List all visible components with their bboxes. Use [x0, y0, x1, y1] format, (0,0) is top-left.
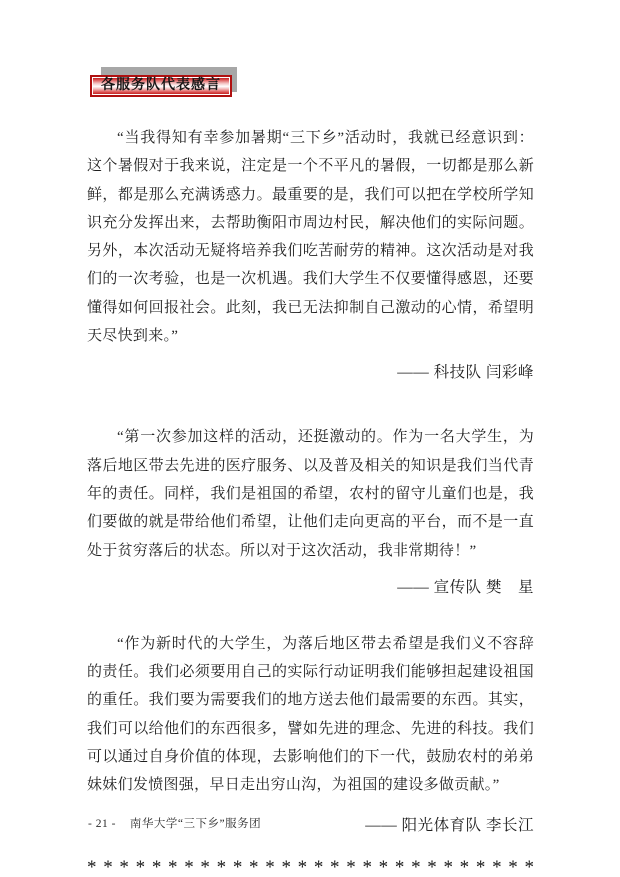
testimonial-attribution-3: —— 阳光体育队 李长江	[365, 816, 534, 834]
badge-box	[90, 75, 232, 97]
testimonial-attribution-2: —— 宣传队 樊 星	[397, 578, 534, 596]
page-number: - 21 -	[88, 818, 116, 830]
asterisk-separator: * * * * * * * * * * * * * * * * * * * * * * * * * * * *	[87, 856, 534, 877]
footer-org-name: 南华大学“三下乡”服务团	[129, 818, 262, 830]
page-footer	[88, 815, 261, 831]
testimonial-quote-2: “第一次参加这样的活动，还挺激动的。作为一名大学生，为落后地区带去先进的医疗服务、以及普及相关的知识是我们当代青年的责任。同样，我们是祖国的希望，农村的留守儿童们也是，我们要做的就是带给他们希望，让他们走向更高的平台，而不是一直处于贫穷落后的状态。所以对于这次活动，我非常期待！”	[87, 429, 534, 559]
testimonial-attribution-1: —— 科技队 闫彩峰	[397, 364, 534, 382]
section-badge	[90, 67, 250, 99]
section-title: 各服务队代表感言	[101, 78, 221, 93]
testimonial-quote-3: “作为新时代的大学生，为落后地区带去希望是我们义不容辞的责任。我们必须要用自己的实际行动证明我们能够担起建设祖国的重任。我们要为需要我们的地方送去他们最需要的东西。其实，我们可以给他们的东西很多，譬如先进的理念、先进的科技。我们可以通过自身价值的体现，去影响他们的下一代，鼓励农村的弟弟妹妹们发愤图强，早日走出穷山沟，为祖国的建设多做贡献。”	[87, 635, 534, 794]
page-content	[87, 0, 534, 877]
testimonial-quote-1: “当我得知有幸参加暑期“三下乡”活动时，我就已经意识到：这个暑假对于我来说，注定是一个不平凡的暑假，一切都是那么新鲜，都是那么充满诱惑力。最重要的是，我们可以把在学校所学知识充分发挥出来，去帮助衡阳市周边村民，解决他们的实际问题。另外，本次活动无疑将培养我们吃苦耐劳的精神。这次活动是对我们的一次考验，也是一次机遇。我们大学生不仅要懂得感恩，还要懂得如何回报社会。此刻，我已无法抑制自己激动的心情，希望明天尽快到来。”	[87, 130, 534, 345]
